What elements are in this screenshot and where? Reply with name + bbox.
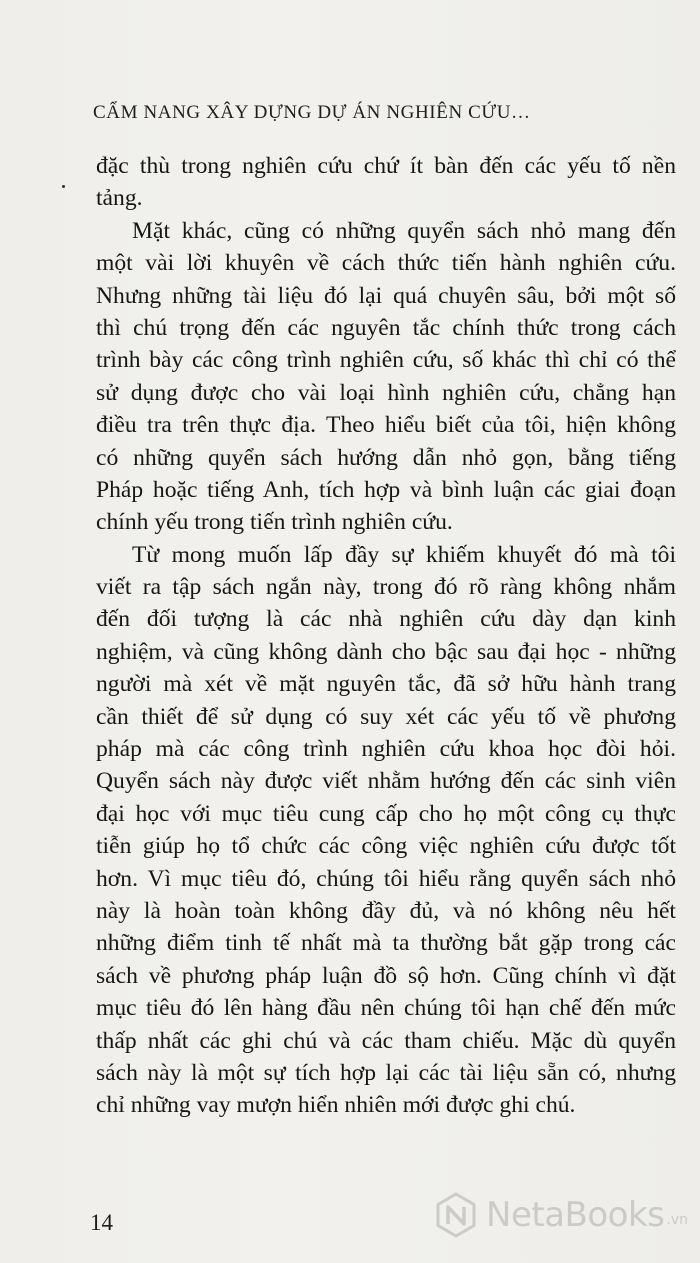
watermark-suffix: .vn [666, 1212, 688, 1228]
print-speck [62, 185, 65, 188]
body-line: pháp mà các công trình nghiên cứu khoa học đòi hỏi. [96, 736, 676, 763]
body-line: Pháp hoặc tiếng Anh, tích hợp và bình luận các giai đoạn [96, 476, 676, 503]
body-line: sách về phương pháp luận đồ sộ hơn. Cũng chính vì đặt [96, 962, 676, 989]
body-line: này là hoàn toàn không đầy đủ, và nó không nêu hết [96, 897, 676, 924]
body-line: chỉ những vay mượn hiển nhiên mới được ghi chú. [96, 1092, 576, 1119]
body-line: trình bày các công trình nghiên cứu, số khác thì chỉ có thể [96, 347, 676, 374]
watermark [432, 1191, 688, 1239]
body-line: chính yếu trong tiến trình nghiên cứu. [96, 509, 453, 536]
body-line: Quyển sách này được viết nhằm hướng đến các sinh viên [96, 768, 676, 795]
body-line: điều tra trên thực địa. Theo hiểu biết của tôi, hiện không [96, 412, 676, 439]
body-line: Từ mong muốn lấp đầy sự khiếm khuyết đó mà tôi [132, 541, 676, 568]
watermark-text: NetaBooks [486, 1195, 665, 1235]
page-number: 14 [90, 1210, 113, 1235]
body-line: đặc thù trong nghiên cứu chứ ít bàn đến các yếu tố nền [96, 153, 676, 179]
body-line: Nhưng những tài liệu đó lại quá chuyên sâu, bởi một số [96, 282, 676, 309]
body-line: đến đối tượng là các nhà nghiên cứu dày dạn kinh [96, 606, 676, 633]
running-head: CẨM NANG XÂY DỰNG DỰ ÁN NGHIÊN CỨU… [93, 102, 531, 123]
body-line: sách này là một sự tích hợp lại các tài liệu sẵn có, nhưng [96, 1059, 676, 1086]
body-line: mục tiêu đó lên hàng đầu nên chúng tôi hạn chế đến mức [96, 995, 676, 1022]
body-line: người mà xét về mặt nguyên tắc, đã sở hữu hành trang [96, 671, 676, 698]
hexagon-n-logo-icon [432, 1191, 480, 1239]
body-line: thì chú trọng đến các nguyên tắc chính thức trong cách [96, 314, 676, 341]
body-line: tảng. [96, 185, 143, 212]
body-line: hơn. Vì mục tiêu đó, chúng tôi hiểu rằng quyển sách nhỏ [96, 865, 676, 892]
body-line: cần thiết để sử dụng có suy xét các yếu tố về phương [96, 703, 676, 730]
body-line: những điểm tinh tế nhất mà ta thường bắt gặp trong các [96, 930, 676, 957]
body-line: sử dụng được cho vài loại hình nghiên cứu, chẳng hạn [96, 379, 676, 406]
body-line: đại học với mục tiêu cung cấp cho họ một công cụ thực [96, 800, 676, 827]
body-line: viết ra tập sách ngắn này, trong đó rõ ràng không nhắm [96, 574, 676, 601]
body-line: nghiệm, và cũng không dành cho bậc sau đại học - những [96, 638, 676, 665]
body-line: một vài lời khuyên về cách thức tiến hành nghiên cứu. [96, 250, 676, 277]
body-line: có những quyển sách hướng dẫn nhỏ gọn, bằng tiếng [96, 444, 676, 471]
body-line: Mặt khác, cũng có những quyển sách nhỏ mang đến [132, 217, 676, 244]
body-line: thấp nhất các ghi chú và các tham chiếu. Mặc dù quyển [96, 1027, 676, 1054]
body-line: tiễn giúp họ tổ chức các công việc nghiên cứu được tốt [96, 833, 676, 860]
body-text [96, 150, 676, 1122]
